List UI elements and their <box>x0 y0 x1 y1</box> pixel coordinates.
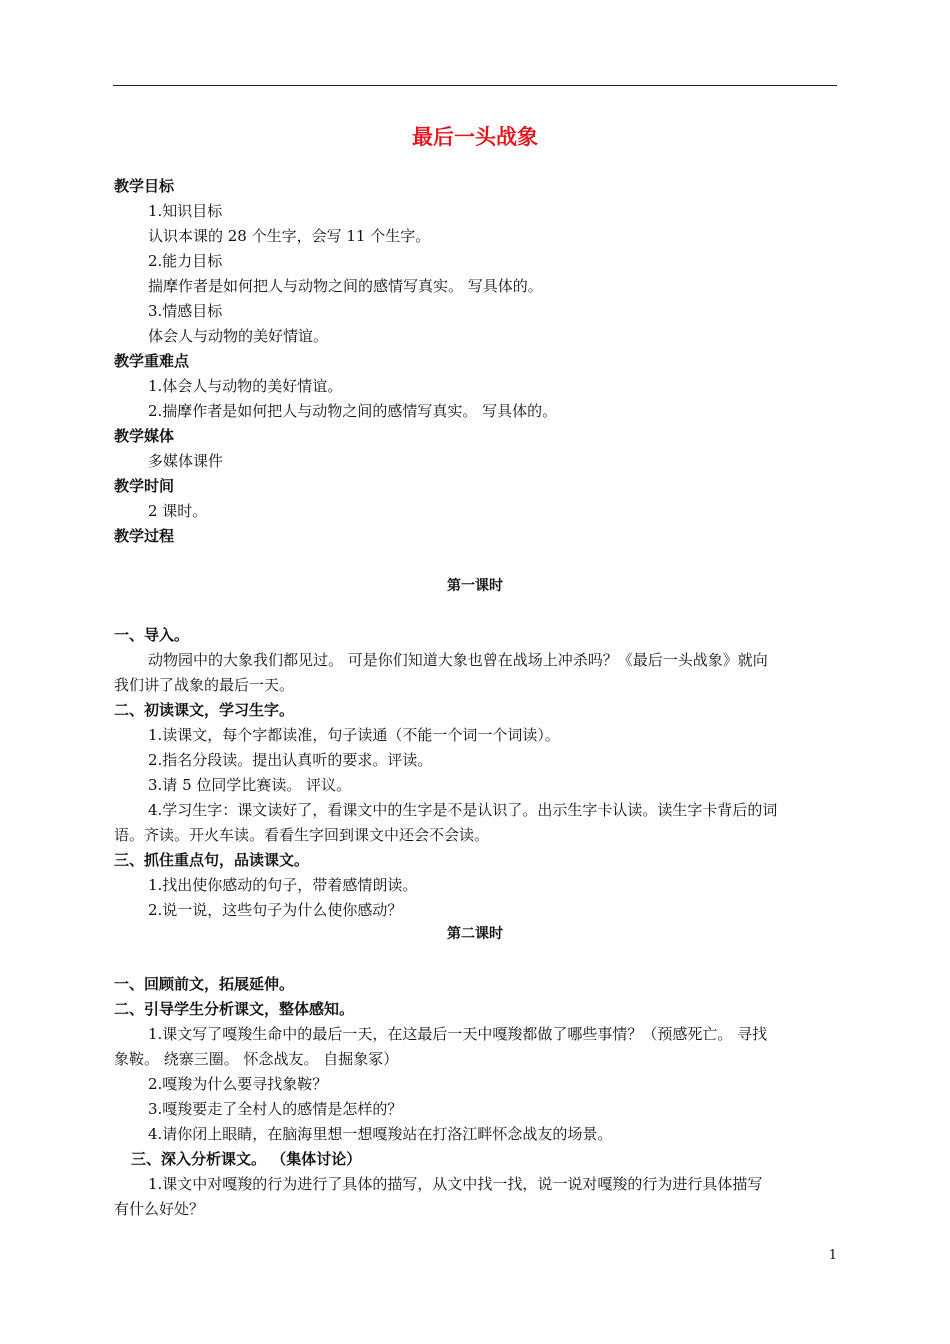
list-item: 1.课文写了嘎羧生命中的最后一天，在这最后一天中嘎羧都做了哪些事情？（预感死亡。 寻找 <box>148 1025 768 1043</box>
list-item: 4.学习生字：课文读好了，看课文中的生字是不是认识了。出示生字卡认读。读生字卡背后的词 <box>148 801 778 819</box>
goal-line: 体会人与动物的美好情谊。 <box>148 327 329 345</box>
lesson1-section2-heading: 二、初读课文，学习生字。 <box>114 701 295 719</box>
process-heading: 教学过程 <box>114 527 175 545</box>
list-item: 象鞍。 绕寨三圈。 怀念战友。 自掘象冢） <box>114 1050 399 1068</box>
goal-line: 揣摩作者是如何把人与动物之间的感情写真实。 写具体的。 <box>148 277 543 295</box>
list-item: 1.课文中对嘎羧的行为进行了具体的描写，从文中找一找，说一说对嘎羧的行为进行具体描写 <box>148 1175 763 1193</box>
paragraph-line: 动物园中的大象我们都见过。 可是你们知道大象也曾在战场上冲杀吗？《最后一头战象》就向 <box>148 651 768 669</box>
media-text: 多媒体课件 <box>148 452 224 470</box>
list-item: 2.说一说，这些句子为什么使你感动？ <box>148 901 403 919</box>
list-item: 有什么好处？ <box>114 1200 205 1218</box>
goals-heading: 教学目标 <box>114 177 175 195</box>
paragraph-line: 我们讲了战象的最后一天。 <box>114 676 295 694</box>
list-item: 2.嘎羧为什么要寻找象鞍？ <box>148 1075 328 1093</box>
goal-line: 3.情感目标 <box>148 302 223 320</box>
lesson1-section1-heading: 一、导入。 <box>114 626 190 644</box>
list-item: 1.找出使你感动的句子，带着感情朗读。 <box>148 876 418 894</box>
list-item: 4.请你闭上眼睛，在脑海里想一想嘎羧站在打洛江畔怀念战友的场景。 <box>148 1125 613 1143</box>
media-heading: 教学媒体 <box>114 427 175 445</box>
lesson2-section3-heading: 三、深入分析课文。 （集体讨论） <box>131 1150 362 1168</box>
lesson2-title: 第二课时 <box>447 926 503 942</box>
goal-line: 1.知识目标 <box>148 202 223 220</box>
goal-line: 2.能力目标 <box>148 252 223 270</box>
time-heading: 教学时间 <box>114 477 175 495</box>
document-title: 最后一头战象 <box>412 125 538 149</box>
key-points-heading: 教学重难点 <box>114 352 190 370</box>
header-rule <box>113 85 837 86</box>
list-item: 2.指名分段读。提出认真听的要求。评读。 <box>148 751 433 769</box>
time-text: 2 课时。 <box>148 502 208 520</box>
list-item: 3.嘎羧要走了全村人的感情是怎样的？ <box>148 1100 403 1118</box>
key-point-line: 1.体会人与动物的美好情谊。 <box>148 377 343 395</box>
lesson2-section2-heading: 二、引导学生分析课文，整体感知。 <box>114 1000 355 1018</box>
lesson1-section3-heading: 三、抓住重点句，品读课文。 <box>114 851 310 869</box>
key-point-line: 2.揣摩作者是如何把人与动物之间的感情写真实。 写具体的。 <box>148 402 558 420</box>
list-item: 3.请 5 位同学比赛读。 评议。 <box>148 776 352 794</box>
list-item: 语。齐读。开火车读。看看生字回到课文中还会不会读。 <box>114 826 490 844</box>
page-number: 1 <box>828 1248 837 1263</box>
goal-line: 认识本课的 28 个生字，会写 11 个生字。 <box>148 227 431 245</box>
lesson2-section1-heading: 一、回顾前文，拓展延伸。 <box>114 975 295 993</box>
lesson1-title: 第一课时 <box>447 578 503 594</box>
list-item: 1.读课文，每个字都读准，句子读通（不能一个词一个词读）。 <box>148 726 560 744</box>
